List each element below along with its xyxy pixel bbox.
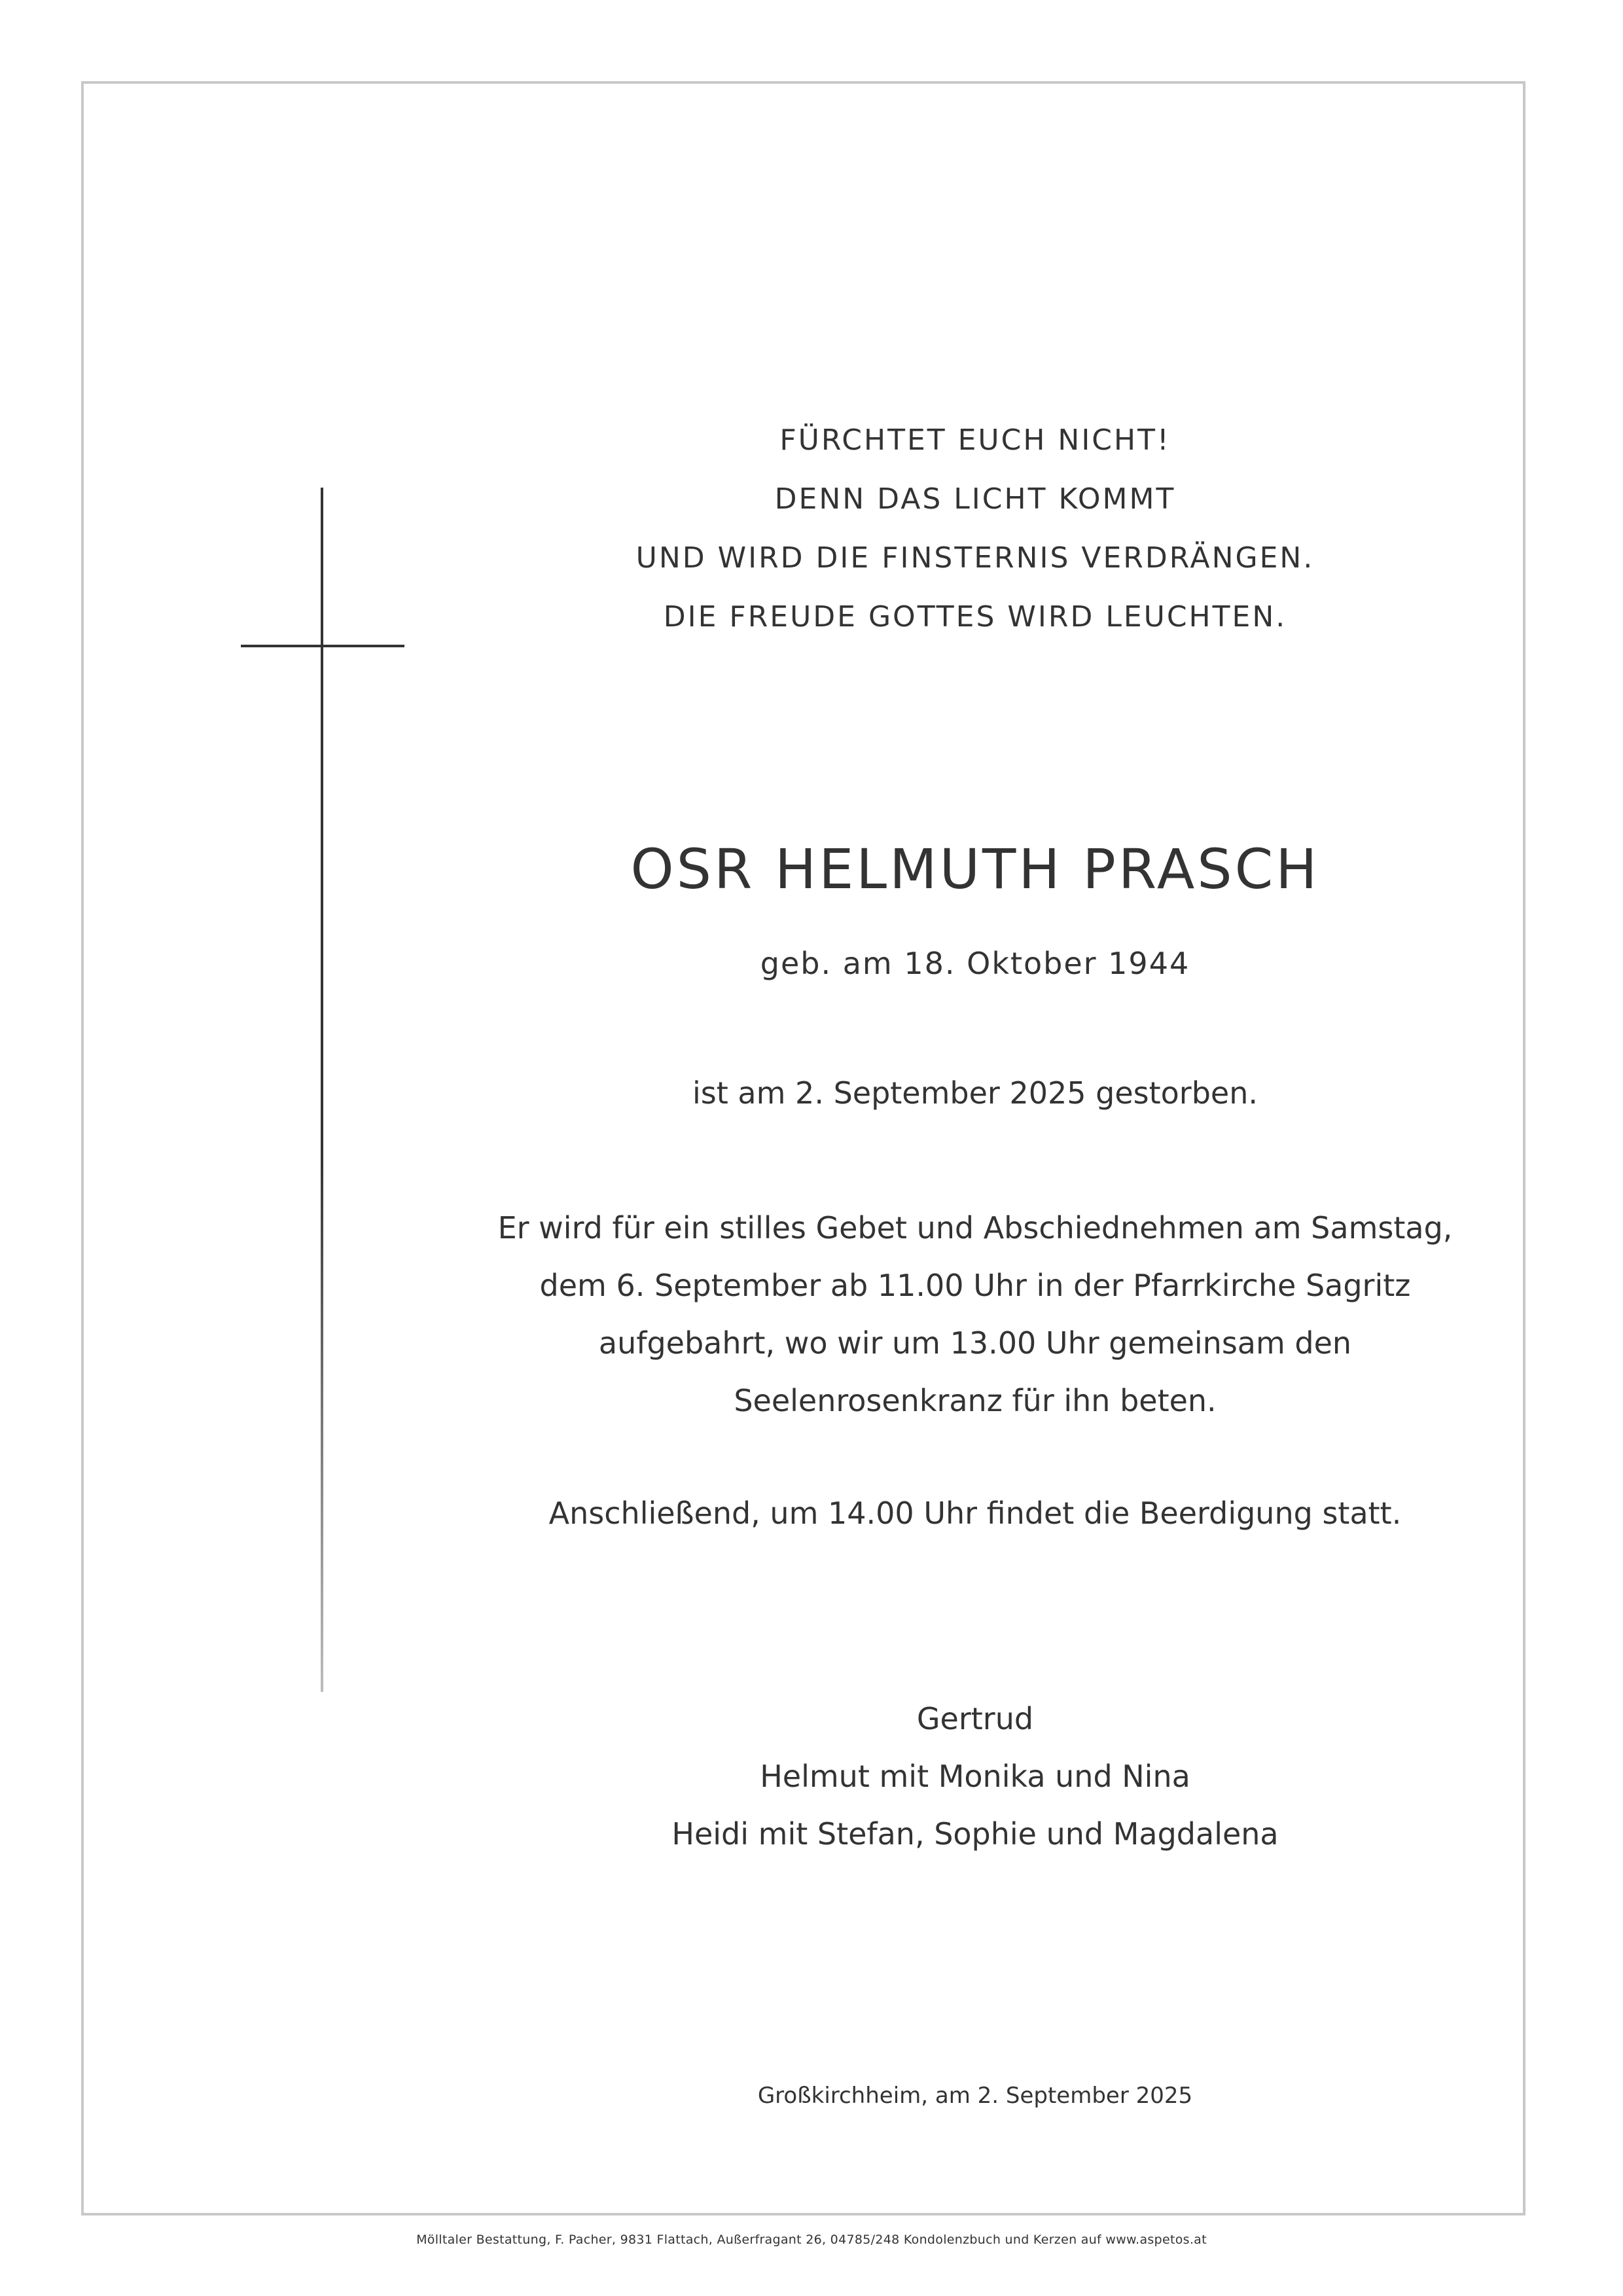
footer-info: Mölltaler Bestattung, F. Pacher, 9831 Flattach, Außerfragant 26, 04785/248 Kondolenzbuch und Kerzen auf www.aspetos.at [416, 2233, 1207, 2247]
ceremony-info [458, 1199, 1492, 1429]
motto-line: DENN DAS LICHT KOMMT [774, 482, 1176, 516]
cross-horizontal-bar [241, 645, 404, 647]
ceremony-line: aufgebahrt, wo wir um 13.00 Uhr gemeinsam den [598, 1325, 1352, 1361]
family-member: Heidi mit Stefan, Sophie und Magdalena [671, 1816, 1279, 1852]
motto-line: DIE FREUDE GOTTES WIRD LEUCHTEN. [663, 600, 1287, 634]
family-member: Gertrud [916, 1701, 1034, 1736]
burial-info: Anschließend, um 14.00 Uhr findet die Beerdigung statt. [548, 1496, 1402, 1531]
ceremony-line: Seelenrosenkranz für ihn beten. [734, 1383, 1217, 1418]
ceremony-line: Er wird für ein stilles Gebet und Abschiednehmen am Samstag, [497, 1210, 1453, 1246]
death-date: ist am 2. September 2025 gestorben. [692, 1075, 1258, 1111]
place-date: Großkirchheim, am 2. September 2025 [757, 2083, 1193, 2109]
ceremony-line: dem 6. September ab 11.00 Uhr in der Pfarrkirche Sagritz [539, 1268, 1411, 1303]
motto-line: FÜRCHTET EUCH NICHT! [779, 423, 1171, 457]
birth-date: geb. am 18. Oktober 1944 [760, 946, 1190, 981]
motto-verse [458, 411, 1492, 647]
cross-icon [241, 488, 404, 1692]
deceased-name: OSR HELMUTH PRASCH [630, 837, 1320, 901]
cross-vertical-bar [321, 488, 323, 1692]
motto-line: UND WIRD DIE FINSTERNIS VERDRÄNGEN. [635, 541, 1315, 575]
family-member: Helmut mit Monika und Nina [760, 1759, 1190, 1794]
family-list [458, 1690, 1492, 1863]
